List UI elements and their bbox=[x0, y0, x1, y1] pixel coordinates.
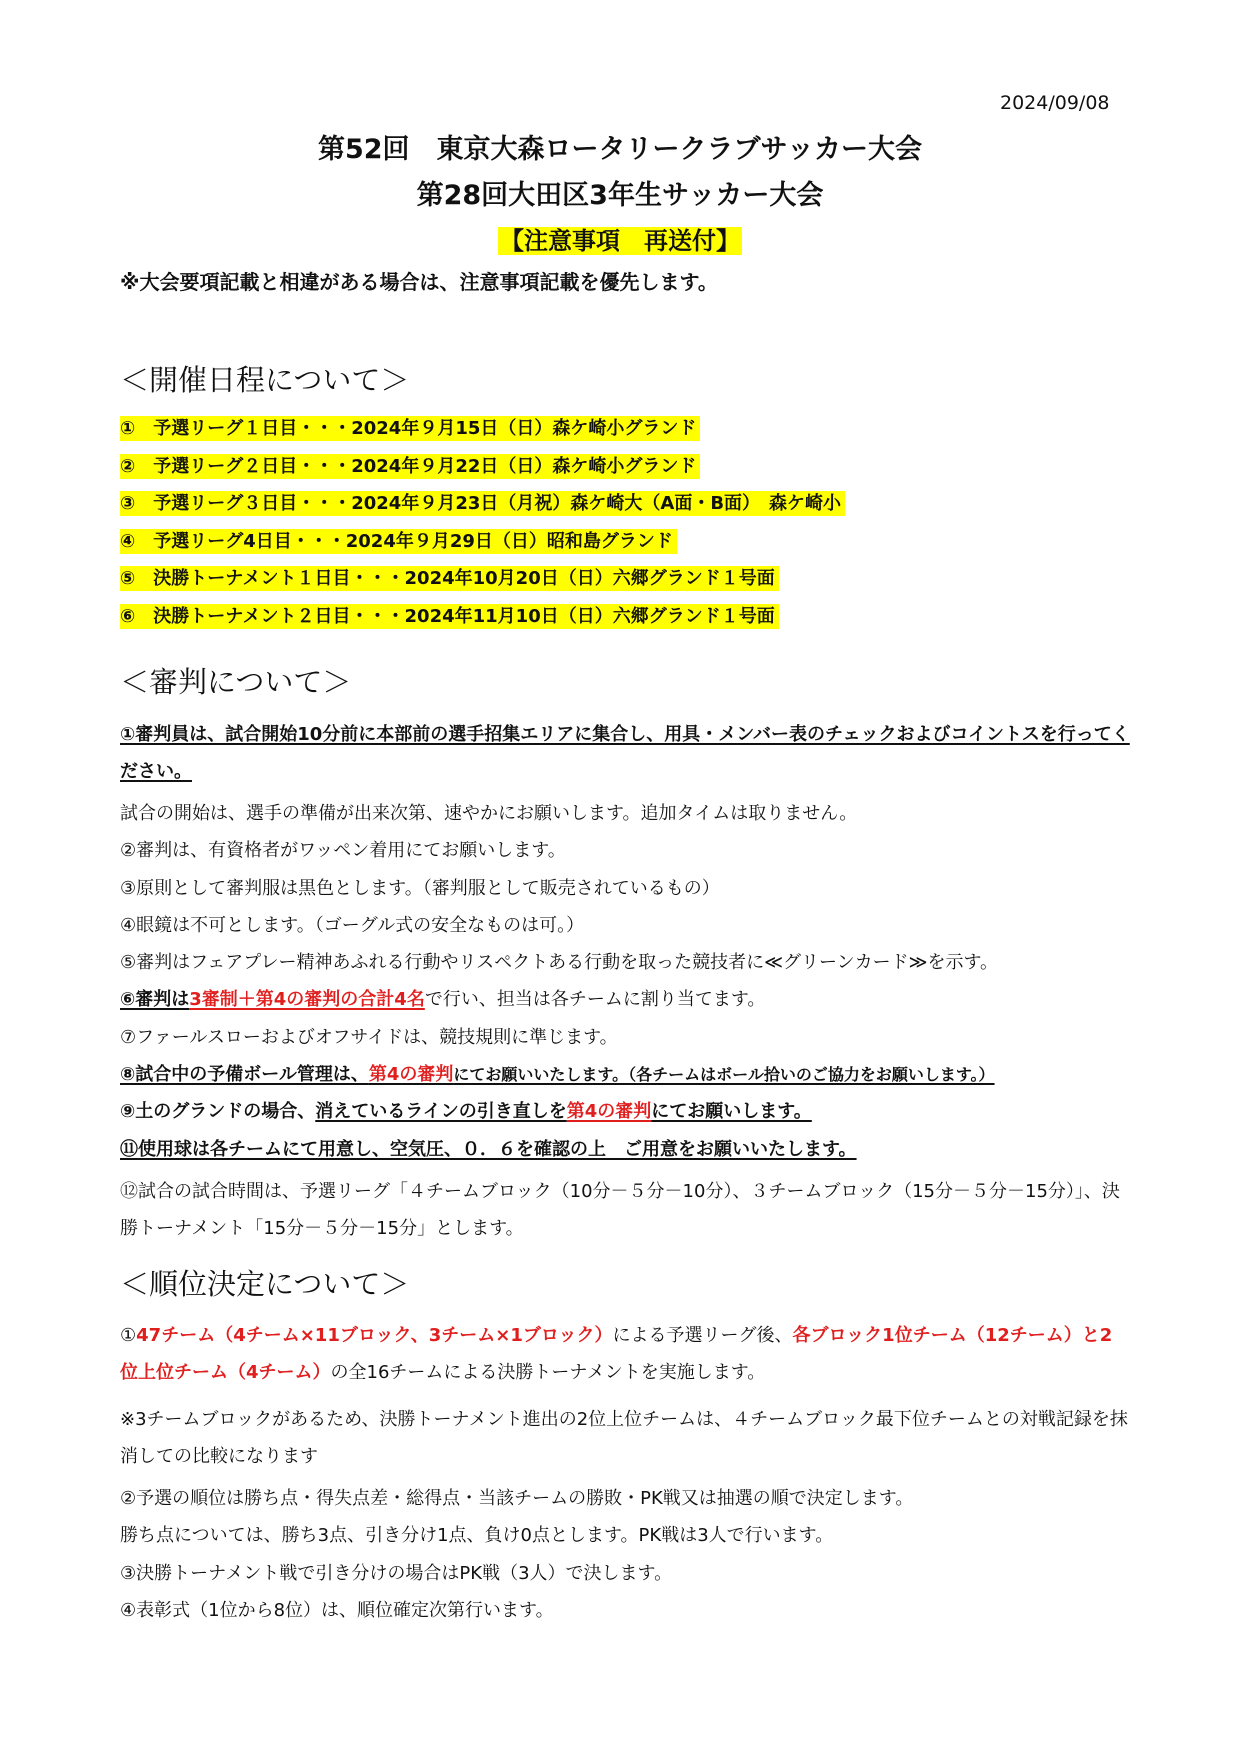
ranking-rules bbox=[120, 1317, 1130, 1634]
referee-rule-1b: 試合の開始は、選手の準備が出来次第、速やかにお願いします。追加タイムは取りません。 bbox=[120, 803, 858, 824]
list-item bbox=[120, 487, 1120, 525]
list-item bbox=[120, 412, 1120, 450]
referee-rule-9-a: ⑨土のグランドの場合、 bbox=[120, 1101, 316, 1123]
referee-rule-12: ⑫試合の試合時間は、予選リーグ「４チームブロック（10分－５分－10分）、３チームブロック（15分－５分－15分）」、決勝トーナメント「15分－５分－15分」とします。 bbox=[120, 1180, 1120, 1239]
referee-rule-8-b: 第4の審判 bbox=[368, 1064, 454, 1086]
referee-rule-4: ④眼鏡は不可とします。（ゴーグル式の安全なものは可。） bbox=[120, 914, 585, 936]
referee-rule-11: ⑪使用球は各チームにて用意し、空気圧、０．６を確認の上 ご用意をお願いいたします。 bbox=[120, 1138, 857, 1160]
section-heading-schedule: ＜開催日程について＞ bbox=[120, 363, 410, 397]
list-item bbox=[120, 450, 1120, 488]
list-item bbox=[120, 600, 1120, 638]
referee-rule-5: ⑤審判はフェアプレー精神あふれる行動やリスペクトある行動を取った競技者に≪グリーンカード≫を示す。 bbox=[120, 952, 999, 974]
title-notice-resend bbox=[0, 221, 1240, 256]
ranking-rule-2b: 勝ち点については、勝ち3点、引き分け1点、負け0点とします。PK戦は3人で行います。 bbox=[120, 1525, 834, 1547]
ranking-rule-1-e: の全16チームによる決勝トーナメントを実施します。 bbox=[330, 1362, 766, 1383]
title-rotary-tournament: 第52回 東京大森ロータリークラブサッカー大会 bbox=[317, 134, 923, 165]
referee-rule-9-b: 消えているラインの引き直しを bbox=[315, 1101, 567, 1123]
referee-rule-6 bbox=[120, 986, 1130, 1013]
referee-rule-6-a: ⑥審判は bbox=[120, 989, 190, 1011]
referee-rule-9-c: 第4の審判 bbox=[566, 1101, 652, 1123]
title-notice-text: 【注意事項 再送付】 bbox=[500, 227, 740, 255]
schedule-item-2: ② 予選リーグ２日目・・・2024年９月22日（日）森ケ崎小グランド bbox=[120, 454, 700, 479]
referee-rule-1: ①審判員は、試合開始10分前に本部前の選手招集エリアに集合し、用具・メンバー表のチェックおよびコイントスを行ってください。 bbox=[120, 724, 1130, 782]
ranking-rule-4: ④表彰式（1位から8位）は、順位確定次第行います。 bbox=[120, 1599, 554, 1621]
ranking-rule-1-b: 47チーム（4チーム×11ブロック、3チーム×1ブロック） bbox=[136, 1325, 613, 1346]
priority-notice: ※大会要項記載と相違がある場合は、注意事項記載を優先します。 bbox=[120, 270, 718, 294]
ranking-rule-3: ③決勝トーナメント戦で引き分けの場合はPK戦（3人）で決します。 bbox=[120, 1562, 673, 1584]
referee-rule-9-d: にてお願いします。 bbox=[651, 1101, 812, 1123]
referee-rule-8-c: にてお願いいたします。（各チームはボール拾いのご協力をお願いします。） bbox=[453, 1065, 995, 1085]
referee-rule-2: ②審判は、有資格者がワッペン着用にてお願いします。 bbox=[120, 840, 566, 862]
referee-rule-3: ③原則として審判服は黒色とします。（審判服として販売されているもの） bbox=[120, 877, 720, 899]
referee-rule-6-b: 3審制＋第4の審判の合計4名 bbox=[189, 989, 425, 1011]
ranking-rule-1-d: 各ブロック1位チーム（12チーム）と2位上位チーム（4チーム） bbox=[120, 1325, 1113, 1383]
schedule-list bbox=[120, 412, 1120, 638]
list-item bbox=[120, 525, 1120, 563]
document-date: 2024/09/08 bbox=[1000, 92, 1110, 114]
referee-rules bbox=[120, 716, 1130, 1247]
schedule-item-5: ⑤ 決勝トーナメント１日目・・・2024年10月20日（日）六郷グランド１号面 bbox=[120, 566, 779, 591]
ranking-rule-1-note: ※3チームブロックがあるため、決勝トーナメント進出の2位上位チームは、４チームブロック最下位チームとの対戦記録を抹消しての比較になります bbox=[120, 1409, 1128, 1467]
schedule-item-4: ④ 予選リーグ4日目・・・2024年９月29日（日）昭和島グランド bbox=[120, 529, 677, 554]
ranking-rule-2: ②予選の順位は勝ち点・得失点差・総得点・当該チームの勝敗・PK戦又は抽選の順で決定します。 bbox=[120, 1488, 914, 1509]
referee-rule-9 bbox=[120, 1098, 1130, 1125]
referee-rule-8-a: ⑧試合中の予備ボール管理は、 bbox=[120, 1064, 369, 1086]
schedule-item-3: ③ 予選リーグ３日目・・・2024年９月23日（月祝）森ケ崎大（A面・B面） 森ケ崎小 bbox=[120, 491, 845, 516]
ranking-rule-1-c: による予選リーグ後、 bbox=[612, 1325, 793, 1346]
referee-rule-8 bbox=[120, 1061, 1130, 1088]
list-item bbox=[120, 562, 1120, 600]
schedule-item-6: ⑥ 決勝トーナメント２日目・・・2024年11月10日（日）六郷グランド１号面 bbox=[120, 604, 779, 629]
section-heading-ranking: ＜順位決定について＞ bbox=[120, 1267, 410, 1301]
title-ota-tournament: 第28回大田区3年生サッカー大会 bbox=[416, 180, 824, 211]
referee-rule-6-c: で行い、担当は各チームに割り当てます。 bbox=[424, 989, 766, 1011]
ranking-rule-1-a: ① bbox=[120, 1325, 137, 1346]
section-heading-referee: ＜審判について＞ bbox=[120, 665, 352, 699]
ranking-rule-1 bbox=[120, 1317, 1130, 1391]
schedule-item-1: ① 予選リーグ１日目・・・2024年９月15日（日）森ケ崎小グランド bbox=[120, 416, 700, 441]
referee-rule-7: ⑦ファールスローおよびオフサイドは、競技規則に準じます。 bbox=[120, 1026, 618, 1048]
